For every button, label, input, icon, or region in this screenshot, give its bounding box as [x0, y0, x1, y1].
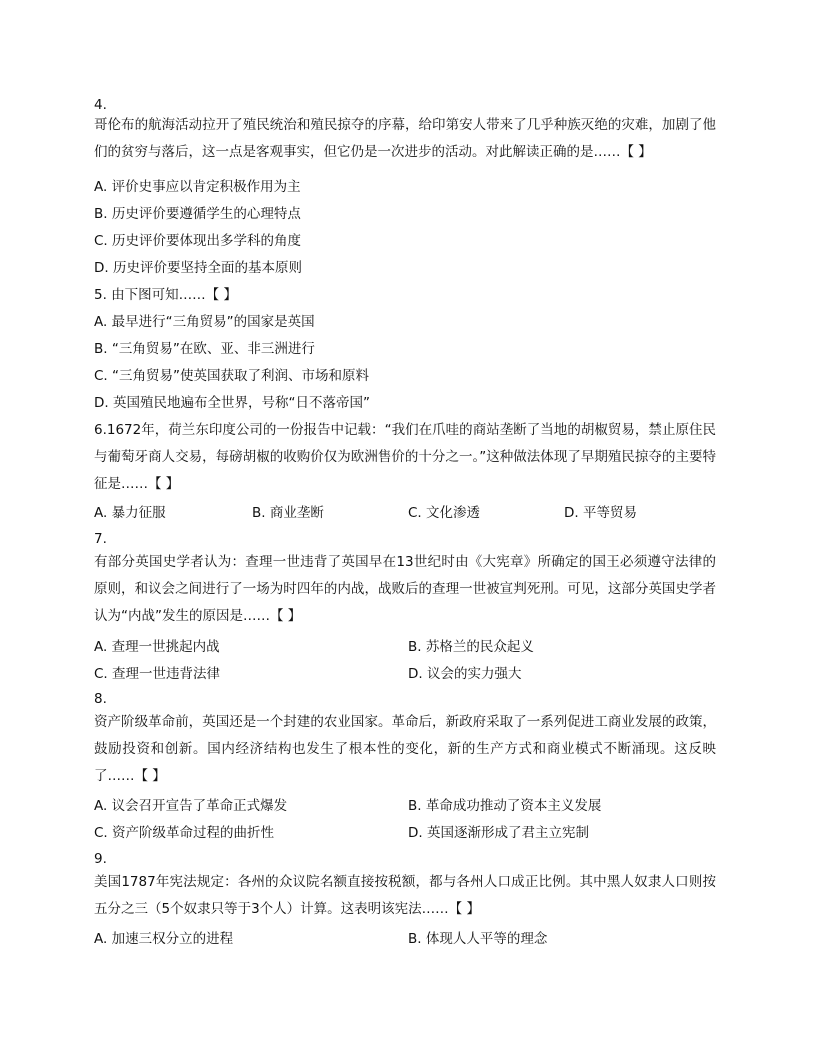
- q7-option-a: A. 查理一世挑起内战: [94, 639, 220, 655]
- q4-option-c: C. 历史评价要体现出多学科的角度: [94, 233, 302, 249]
- q5-option-a: A. 最早进行“三角贸易”的国家是英国: [94, 314, 315, 330]
- q4-number: 4.: [94, 97, 107, 113]
- q6-stem: 6.1672年，荷兰东印度公司的一份报告中记载：“我们在爪哇的商站垄断了当地的胡椒贸易，禁止原住民与葡萄牙商人交易，每磅胡椒的收购价仅为欧洲售价的十分之一。”这种做法体现了早期殖民掠夺的主要特征是……【 】: [94, 422, 716, 492]
- q6-option-c: C. 文化渗透: [408, 505, 481, 521]
- q8-option-b: B. 革命成功推动了资本主义发展: [408, 798, 602, 814]
- q9-stem: 美国1787年宪法规定：各州的众议院名额直接按税额，都与各州人口成正比例。其中黑人奴隶人口则按五分之三（5个奴隶只等于3个人）计算。这表明该宪法……【 】: [94, 874, 716, 917]
- q7-stem: 有部分英国史学者认为：查理一世违背了英国早在13世纪时由《大宪章》所确定的国王必须遵守法律的原则，和议会之间进行了一场为时四年的内战，战败后的查理一世被宣判死刑。可见，这部分英国史学者认为“内战”发生的原因是……【 】: [94, 554, 716, 624]
- q9-option-a: A. 加速三权分立的进程: [94, 931, 234, 947]
- q8-option-a: A. 议会召开宣告了革命正式爆发: [94, 798, 288, 814]
- q4-option-b: B. 历史评价要遵循学生的心理特点: [94, 206, 301, 222]
- q8-option-c: C. 资产阶级革命过程的曲折性: [94, 825, 275, 841]
- q5-option-b: B. “三角贸易”在欧、亚、非三洲进行: [94, 341, 315, 357]
- q7-option-d: D. 议会的实力强大: [408, 666, 522, 682]
- q8-option-d: D. 英国逐渐形成了君主立宪制: [408, 825, 589, 841]
- q7-number: 7.: [94, 531, 107, 547]
- q5-stem: 5. 由下图可知……【 】: [94, 287, 237, 303]
- q4-option-a: A. 评价史事应以肯定积极作用为主: [94, 179, 301, 195]
- q4-option-d: D. 历史评价要坚持全面的基本原则: [94, 260, 302, 276]
- q6-option-a: A. 暴力征服: [94, 505, 166, 521]
- q4-stem: 哥伦布的航海活动拉开了殖民统治和殖民掠夺的序幕，给印第安人带来了几乎种族灭绝的灾难，加剧了他们的贫穷与落后，这一点是客观事实，但它仍是一次进步的活动。对此解读正确的是……【 】: [94, 117, 716, 160]
- q8-stem: 资产阶级革命前，英国还是一个封建的农业国家。革命后，新政府采取了一系列促进工商业发展的政策，鼓励投资和创新。国内经济结构也发生了根本性的变化，新的生产方式和商业模式不断涌现。这反映了……【 】: [94, 714, 716, 784]
- q5-option-c: C. “三角贸易”使英国获取了利润、市场和原料: [94, 368, 369, 384]
- q6-option-b: B. 商业垄断: [252, 505, 324, 521]
- q7-option-c: C. 查理一世违背法律: [94, 666, 221, 682]
- q8-number: 8.: [94, 691, 107, 707]
- q5-option-d: D. 英国殖民地遍布全世界，号称“日不落帝国”: [94, 395, 370, 411]
- q9-option-b: B. 体现人人平等的理念: [408, 931, 548, 947]
- q7-option-b: B. 苏格兰的民众起义: [408, 639, 534, 655]
- q6-option-d: D. 平等贸易: [564, 505, 637, 521]
- q9-number: 9.: [94, 851, 107, 867]
